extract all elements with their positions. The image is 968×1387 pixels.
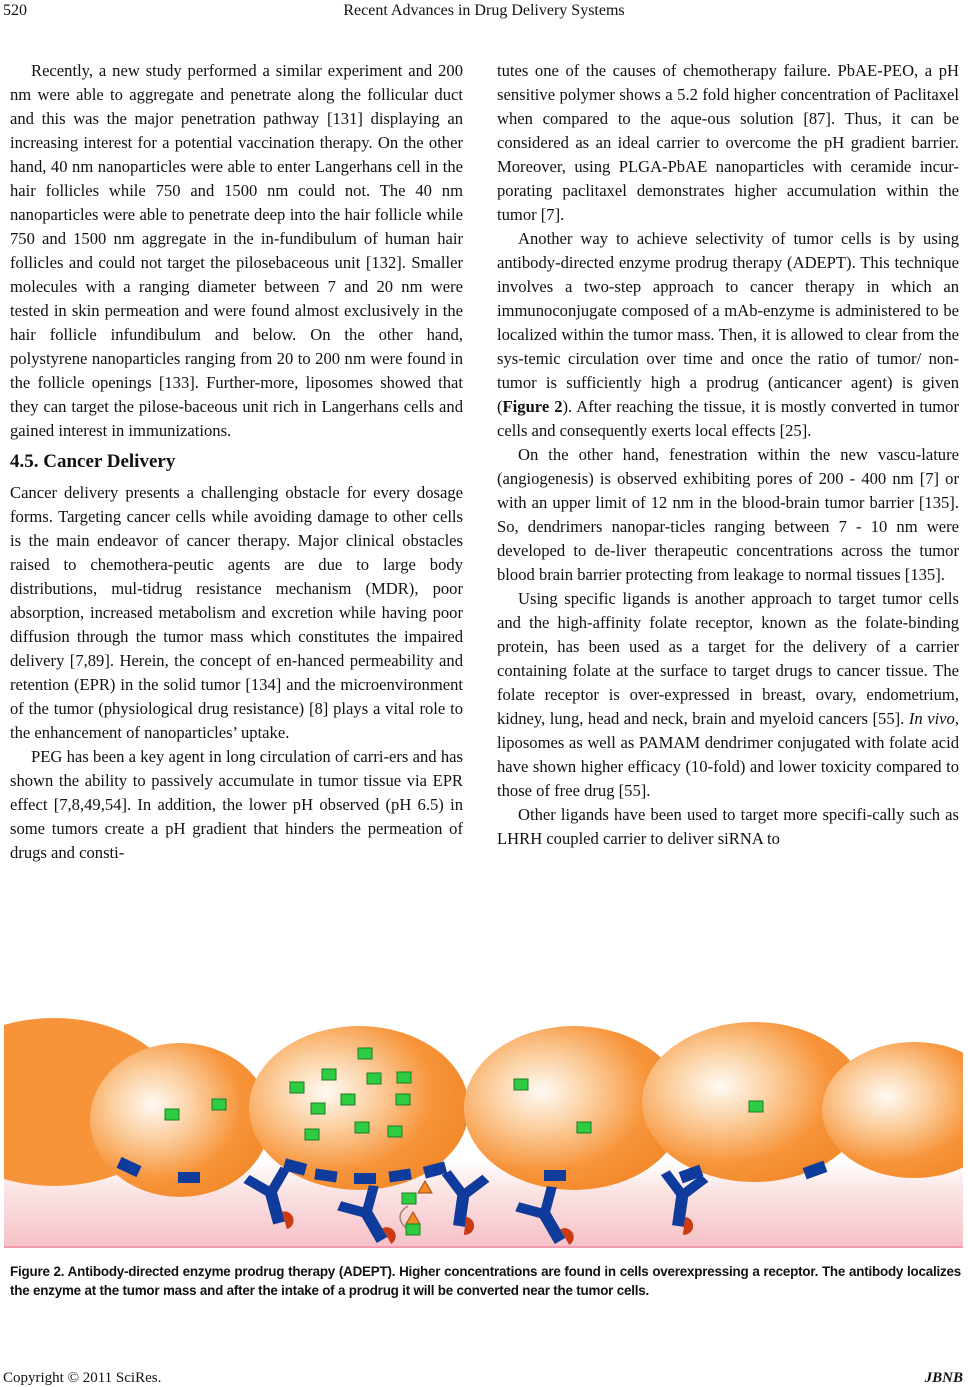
drug-square xyxy=(396,1094,410,1105)
drug-square xyxy=(305,1129,319,1140)
drug-square xyxy=(355,1122,369,1133)
paragraph: PEG has been a key agent in long circulation of carri-ers and has shown the ability to passively accumulate in tumor tissue via EPR effect [7,8,49,54]. In addition, the lower pH observed (pH 6.5) in some tumors create a pH gradient that hinders the permeation of drugs and consti- xyxy=(10,747,463,862)
receptor xyxy=(178,1172,200,1183)
drug-square xyxy=(397,1072,411,1083)
text-span: , liposomes as well as PAMAM dendrimer conjugated with folate acid have shown higher efficacy (10-fold) and lower toxicity compared to those of free drug [55]. xyxy=(497,709,959,800)
text-span: Another way to achieve selectivity of tumor cells is by using antibody-directed enzyme prodrug therapy (ADEPT). This technique involves a two-step approach to cancer therapy in which an immunoconjugate composed of a mAb-enzyme is administered to be localized within the tumor mass. Then, it is allowed to clear from the sys-temic circulation over time and once the ratio of tumor/ non-tumor is sufficiently high a prodrug (anticancer agent) is given ( xyxy=(497,229,959,416)
journal-abbreviation: JBNB xyxy=(924,1370,963,1386)
figure-adept-diagram xyxy=(4,1018,963,1248)
paragraph xyxy=(497,227,959,443)
drug-square xyxy=(367,1073,381,1084)
drug-square xyxy=(341,1094,355,1105)
paragraph: Cancer delivery presents a challenging obstacle for every dosage forms. Targeting cancer cells while avoiding damage to other cells is the main endeavor of cancer therapy. Major clinical obstacles raised to chemothera-peutic agents are due to large body distributions, mul-tidrug resistance mechanism (MDR), poor absorption, increased metabolism and excretion while having poor diffusion through the tumor mass which constitutes the impaired delivery [7,89]. Herein, the concept of en-hanced permeability and retention (EPR) in the solid tumor [134] and the microenvironment of the tumor (physiological drug resistance) [8] plays a vital role to the enhancement of nanoparticles’ uptake. xyxy=(10,483,463,742)
drug-square xyxy=(290,1082,304,1093)
drug-square xyxy=(322,1069,336,1080)
receptor xyxy=(544,1170,566,1181)
text-span: ). After reaching the tissue, it is mostly converted in tumor cells and consequently exerts local effects [25]. xyxy=(497,397,959,440)
caption-text: Antibody-directed enzyme prodrug therapy (ADEPT). Higher concentrations are found in cells overexpressing a receptor. The antibody localizes the enzyme at the tumor mass and after the intake of a prodrug it will be converted near the tumor cells. xyxy=(10,1264,962,1298)
drug-square xyxy=(514,1079,528,1090)
running-title: Recent Advances in Drug Delivery Systems xyxy=(343,2,625,19)
drug-square xyxy=(577,1122,591,1133)
caption-label: Figure 2. xyxy=(10,1264,65,1279)
drug-square xyxy=(212,1099,226,1110)
left-column xyxy=(10,59,463,865)
receptor xyxy=(354,1173,376,1184)
section-heading: 4.5. Cancer Delivery xyxy=(10,451,176,472)
drug-square xyxy=(749,1101,763,1112)
drug-square xyxy=(311,1103,325,1114)
italic-term: In vivo xyxy=(908,709,955,728)
copyright-notice: Copyright © 2011 SciRes. xyxy=(3,1370,162,1386)
paragraph: Recently, a new study performed a similar experiment and 200 nm were able to aggregate and penetrate along the follicular duct and this was the major penetration pathway [131] displaying an increasing interest for a potential vaccination therapy. On the other hand, 40 nm nanoparticles were able to enter Langerhans cell in the hair follicles while 750 and 1500 nm could not. The 40 nm nanoparticles were able to penetrate deep into the hair follicle while 750 and 1500 nm aggregate in the in-fundibulum of human hair follicles and could not target the pilosebaceous unit [132]. Smaller molecules with a ranging diameter between 7 and 20 nm were tested in skin permeation and were found almost exclusively in the hair follicle infundibulum and below. On the other hand, polystyrene nanoparticles ranging from 20 to 200 nm were found in the follicle openings [133]. Further-more, liposomes showed that they can target the pilose-baceous unit rich in Langerhans cells and gained interest in immunizations. xyxy=(10,61,463,440)
page-header xyxy=(0,2,968,24)
drug-square xyxy=(165,1109,179,1120)
paragraph xyxy=(497,587,959,803)
page-number: 520 xyxy=(3,2,27,19)
drug-square xyxy=(388,1126,402,1137)
figure-caption xyxy=(10,1263,961,1300)
right-column xyxy=(497,59,959,851)
paragraph: tutes one of the causes of chemotherapy failure. PbAE-PEO, a pH sensitive polymer shows a 5.2 fold higher concentration of Paclitaxel when compared to the aque-ous solution [87]. Thus, it can be considered as an ideal carrier to overcome the pH gradient barrier. Moreover, using PLGA-PbAE nanoparticles with ceramide incur-porating paclitaxel demonstrates higher accumulation within the tumor [7]. xyxy=(497,61,959,224)
text-span: Using specific ligands is another approach to target tumor cells and the high-affinity folate receptor, known as the folate-binding protein, has been used as a target for the delivery of a carrier containing folate at the surface to target drugs to cancer tissue. The folate receptor is over-expressed in breast, ovary, endometrium, kidney, lung, head and neck, brain and myeloid cancers [55]. xyxy=(497,589,959,728)
drug-square xyxy=(358,1048,372,1059)
drug-square xyxy=(402,1193,416,1204)
drug-square xyxy=(406,1224,420,1235)
paragraph: Other ligands have been used to target more specifi-cally such as LHRH coupled carrier to deliver siRNA to xyxy=(497,805,959,848)
adept-illustration xyxy=(4,1018,963,1248)
figure-reference[interactable]: Figure 2 xyxy=(502,397,563,416)
paragraph: On the other hand, fenestration within the new vascu-lature (angiogenesis) is observed exhibiting pores of 200 - 400 nm [7] or with an upper limit of 12 nm in the blood-brain tumor barrier [135]. So, dendrimers nanopar-ticles ranging between 7 - 10 nm were developed to de-liver therapeutic concentrations across the tumor blood brain barrier protecting from leakage to normal tissues [135]. xyxy=(497,445,959,584)
